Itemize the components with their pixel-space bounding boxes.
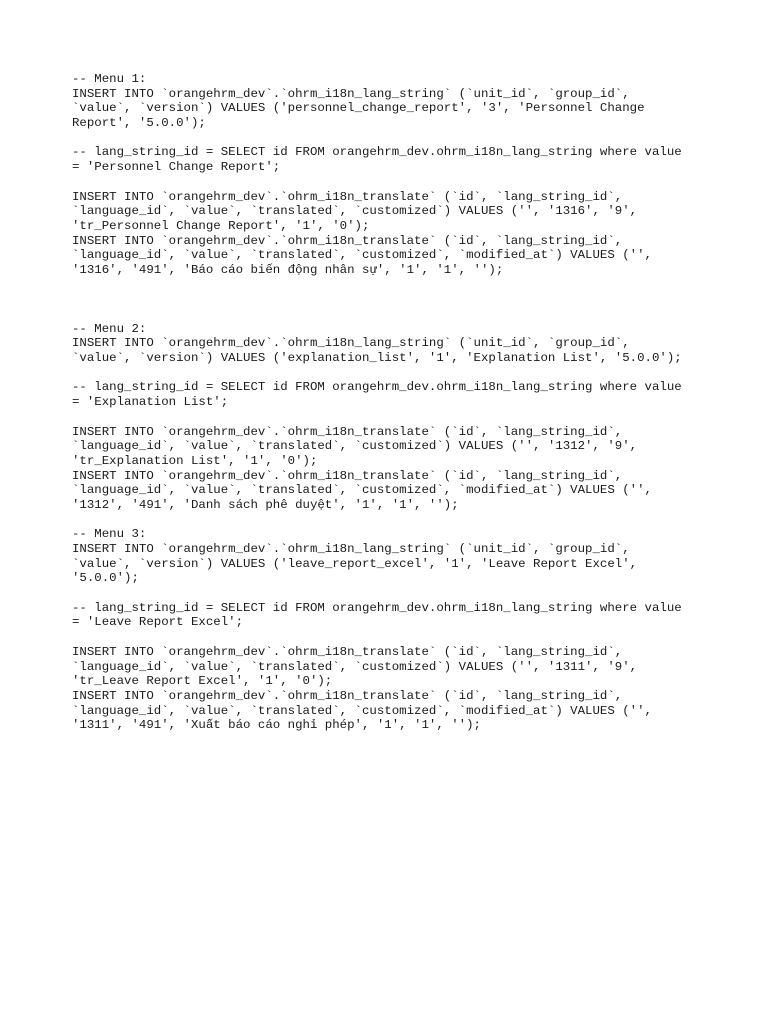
menu-3-lang-string-block [72, 527, 702, 586]
code-line: 'tr_Leave Report Excel', '1', '0'); [72, 674, 333, 689]
menu-3-translate-block [72, 645, 702, 733]
code-line: `language_id`, `value`, `translated`, `customized`, `modified_at`) VALUES ('', [72, 483, 652, 498]
code-line: `language_id`, `value`, `translated`, `customized`) VALUES ('', '1312', '9', [72, 439, 638, 454]
code-line: INSERT INTO `orangehrm_dev`.`ohrm_i18n_translate` (`id`, `lang_string_id`, [72, 468, 623, 483]
paragraph-gap [72, 307, 702, 322]
code-line: 'tr_Personnel Change Report', '1', '0'); [72, 218, 370, 233]
code-line: '1312', '491', 'Danh sách phê duyệt', '1', '1', ''); [72, 497, 459, 512]
empty-paragraph [72, 292, 702, 307]
code-line: 'tr_Explanation List', '1', '0'); [72, 453, 318, 468]
menu-2-lookup-comment-block [72, 380, 702, 409]
code-line: INSERT INTO `orangehrm_dev`.`ohrm_i18n_translate` (`id`, `lang_string_id`, [72, 688, 623, 703]
paragraph-gap [72, 410, 702, 425]
menu-1-translate-block [72, 190, 702, 278]
comment-line: -- lang_string_id = SELECT id FROM orangehrm_dev.ohrm_i18n_lang_string where value [72, 380, 682, 395]
code-line: `language_id`, `value`, `translated`, `customized`) VALUES ('', '1311', '9', [72, 659, 638, 674]
comment-line: = 'Personnel Change Report'; [72, 160, 281, 175]
code-line: INSERT INTO `orangehrm_dev`.`ohrm_i18n_lang_string` (`unit_id`, `group_id`, [72, 86, 630, 101]
code-line: `language_id`, `value`, `translated`, `customized`, `modified_at`) VALUES ('', [72, 703, 652, 718]
paragraph-gap [72, 131, 702, 146]
menu-1-lookup-comment-block [72, 145, 702, 174]
paragraph-gap [72, 586, 702, 601]
paragraph-gap [72, 630, 702, 645]
code-line: INSERT INTO `orangehrm_dev`.`ohrm_i18n_translate` (`id`, `lang_string_id`, [72, 424, 623, 439]
paragraph-gap [72, 175, 702, 190]
code-line: `language_id`, `value`, `translated`, `customized`, `modified_at`) VALUES ('', [72, 248, 652, 263]
code-line: INSERT INTO `orangehrm_dev`.`ohrm_i18n_translate` (`id`, `lang_string_id`, [72, 233, 623, 248]
paragraph-gap [72, 366, 702, 381]
comment-line: -- Menu 3: [72, 527, 147, 542]
code-line: '5.0.0'); [72, 571, 139, 586]
sql-text-body [72, 72, 702, 733]
comment-line: -- Menu 2: [72, 321, 147, 336]
empty-line [72, 292, 702, 307]
comment-line: -- lang_string_id = SELECT id FROM orangehrm_dev.ohrm_i18n_lang_string where value [72, 145, 682, 160]
menu-2-translate-block [72, 425, 702, 513]
code-line: INSERT INTO `orangehrm_dev`.`ohrm_i18n_translate` (`id`, `lang_string_id`, [72, 189, 623, 204]
code-line: '1316', '491', 'Báo cáo biến động nhân sự', '1', '1', ''); [72, 262, 504, 277]
comment-line: = 'Leave Report Excel'; [72, 615, 244, 630]
comment-line: = 'Explanation List'; [72, 395, 229, 410]
comment-line: -- lang_string_id = SELECT id FROM orangehrm_dev.ohrm_i18n_lang_string where value [72, 600, 682, 615]
code-line: '1311', '491', 'Xuất báo cáo nghỉ phép', '1', '1', ''); [72, 718, 481, 733]
paragraph-gap [72, 513, 702, 528]
comment-line: -- Menu 1: [72, 72, 147, 86]
paragraph-gap [72, 278, 702, 293]
code-line: INSERT INTO `orangehrm_dev`.`ohrm_i18n_lang_string` (`unit_id`, `group_id`, [72, 542, 630, 556]
menu-1-lang-string-block [72, 72, 702, 131]
code-line: Report', '5.0.0'); [72, 116, 206, 131]
code-line: `value`, `version`) VALUES ('personnel_change_report', '3', 'Personnel Change [72, 101, 645, 116]
code-line: `value`, `version`) VALUES ('leave_report_excel', '1', 'Leave Report Excel', [72, 556, 638, 571]
menu-3-lookup-comment-block [72, 601, 702, 630]
code-line: `language_id`, `value`, `translated`, `customized`) VALUES ('', '1316', '9', [72, 204, 638, 219]
code-line: INSERT INTO `orangehrm_dev`.`ohrm_i18n_lang_string` (`unit_id`, `group_id`, [72, 336, 630, 351]
menu-2-lang-string-block [72, 322, 702, 366]
code-line: `value`, `version`) VALUES ('explanation_list', '1', 'Explanation List', '5.0.0'); [72, 351, 682, 366]
code-line: INSERT INTO `orangehrm_dev`.`ohrm_i18n_translate` (`id`, `lang_string_id`, [72, 644, 623, 659]
